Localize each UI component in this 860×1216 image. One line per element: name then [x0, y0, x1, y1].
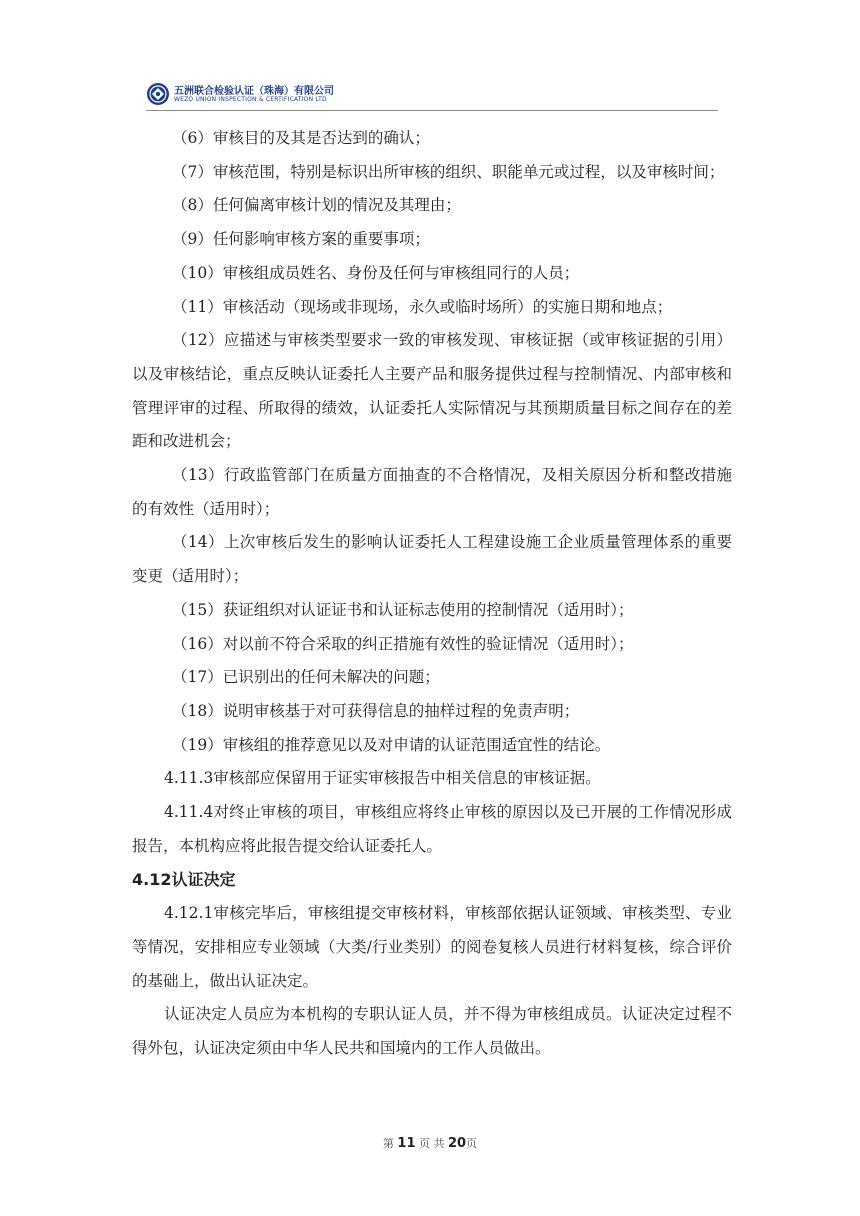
list-item: （6）审核目的及其是否达到的确认；: [172, 129, 430, 147]
list-item: （9）任何影响审核方案的重要事项；: [172, 230, 430, 249]
list-item: （16）对以前不符合采取的纠正措施有效性的验证情况（适用时）；: [172, 634, 634, 653]
list-item: （8）任何偏离审核计划的情况及其理由；: [172, 196, 461, 215]
list-item: （11）审核活动（现场或非现场，永久或临时场所）的实施日期和地点；: [172, 297, 673, 316]
clause-paragraph: 4.12.1审核完毕后，审核组提交审核材料，审核部依据认证领域、审核类型、专业等情况，安排相应专业领域（大类/行业类别）的阅卷复核人员进行材料复核，综合评价的基础上，做出认证决定。: [132, 904, 732, 990]
page-footer: [0, 1135, 860, 1151]
list-item: （18）说明审核基于对可获得信息的抽样过程的免责声明；: [172, 701, 580, 720]
document-body: [132, 122, 732, 1066]
company-name-en: WEZO UNION INSPECTION & CERTIFICATION LTD: [174, 96, 327, 103]
page-number: 11: [397, 1136, 416, 1151]
company-name-cn: 五洲联合检验认证（珠海）有限公司: [174, 86, 334, 97]
clause-paragraph: 4.11.3审核部应保留用于证实审核报告中相关信息的审核证据。: [164, 769, 601, 788]
list-item: （12）应描述与审核类型要求一致的审核发现、审核证据（或审核证据的引用）以及审核结论，重点反映认证委托人主要产品和服务提供过程与控制情况、内部审核和管理评审的过程、所取得的绩效，认证委托人实际情况与其预期质量目标之间存在的差距和改进机会；: [132, 331, 732, 451]
body-paragraph: 认证决定人员应为本机构的专职认证人员，并不得为审核组成员。认证决定过程不得外包，认证决定须由中华人民共和国境内的工作人员做出。: [132, 1005, 732, 1057]
footer-prefix: 第: [382, 1137, 394, 1150]
page-total: 20: [448, 1136, 467, 1151]
list-item: （15）获证组织对认证证书和认证标志使用的控制情况（适用时）；: [172, 600, 634, 619]
list-item: （19）审核组的推荐意见以及对申请的认证范围适宜性的结论。: [172, 735, 611, 754]
section-heading: 4.12认证决定: [132, 870, 236, 890]
footer-suffix: 页: [466, 1137, 478, 1150]
list-item: （14）上次审核后发生的影响认证委托人工程建设施工企业质量管理体系的重要变更（适用时）；: [132, 533, 732, 586]
list-item: （13）行政监管部门在质量方面抽查的不合格情况，及相关原因分析和整改措施的有效性（适用时）；: [132, 466, 732, 518]
clause-paragraph: 4.11.4对终止审核的项目，审核组应将终止审核的原因以及已开展的工作情况形成报告，本机构应将此报告提交给认证委托人。: [132, 803, 732, 855]
list-item: （7）审核范围，特别是标识出所审核的组织、职能单元或过程，以及审核时间；: [172, 162, 725, 181]
list-item: （17）已识别出的任何未解决的问题；: [172, 668, 440, 687]
footer-mid: 页 共: [419, 1137, 445, 1150]
list-item: （10）审核组成员姓名、身份及任何与审核组同行的人员；: [172, 263, 580, 282]
page-header: [146, 80, 718, 110]
header-divider: [146, 110, 718, 111]
company-logo-icon: [146, 82, 170, 106]
